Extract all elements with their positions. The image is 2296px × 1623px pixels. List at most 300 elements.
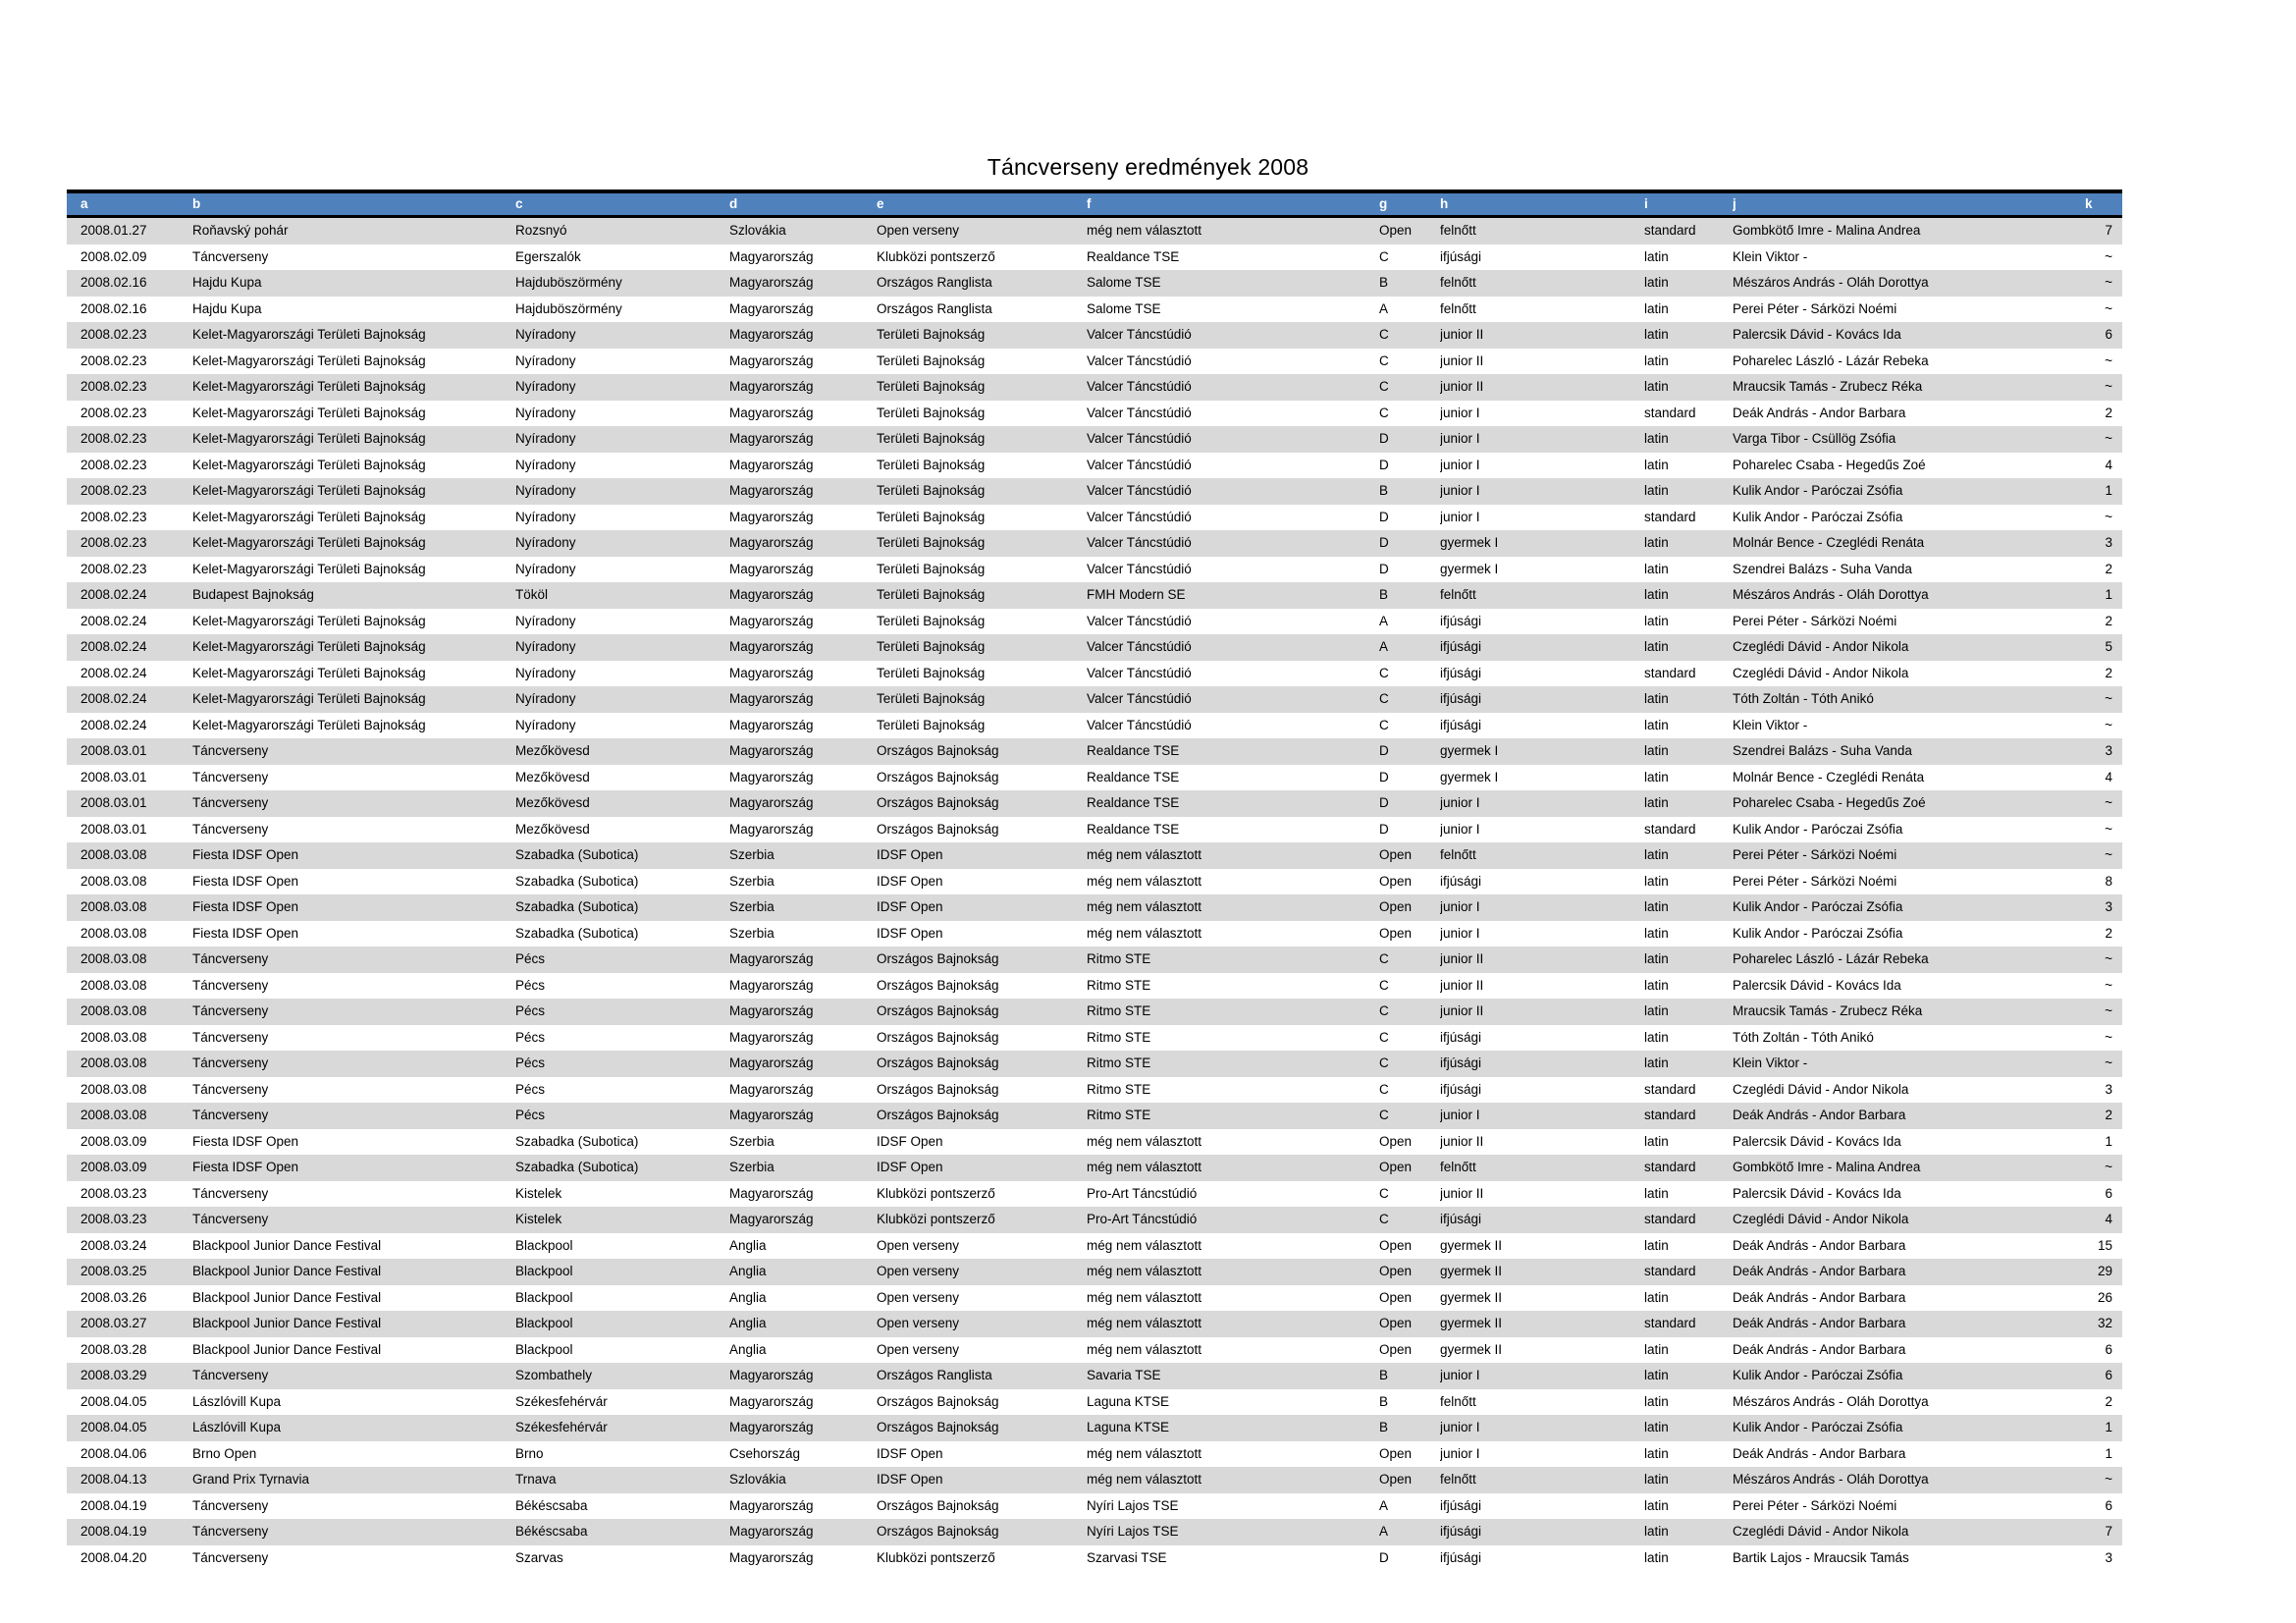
cell-c: Nyíradony [515,717,576,732]
cell-h: ifjúsági [1440,691,1482,706]
table-row [67,790,2122,817]
cell-i: standard [1644,223,1696,238]
cell-c: Hajduböszörmény [515,275,622,290]
cell-b: Kelet-Magyarországi Területi Bajnokság [192,431,426,446]
cell-j: Klein Viktor - [1733,1055,1808,1070]
cell-a: 2008.04.19 [80,1524,147,1539]
cell-a: 2008.03.23 [80,1212,147,1226]
cell-b: Kelet-Magyarországi Területi Bajnokság [192,405,426,420]
cell-j: Perei Péter - Sárközi Noémi [1733,1497,1897,1513]
cell-j: Klein Viktor - [1733,717,1808,732]
cell-j: Poharelec László - Lázár Rebeka [1733,951,1929,966]
table-row [67,453,2122,479]
cell-j: Mészáros András - Oláh Dorottya [1733,1393,1929,1409]
cell-f: Valcer Táncstúdió [1087,431,1192,446]
cell-a: 2008.03.08 [80,1055,147,1070]
table-row [67,1389,2122,1416]
cell-h: junior I [1440,795,1480,810]
cell-a: 2008.03.09 [80,1133,147,1149]
cell-k: ~ [2105,248,2112,264]
cell-d: Magyarország [729,1368,814,1382]
cell-h: gyermek II [1440,1237,1503,1253]
cell-a: 2008.03.08 [80,1029,147,1045]
cell-i: latin [1644,300,1669,316]
cell-k: 1 [2105,1133,2112,1149]
table-row [67,661,2122,687]
cell-d: Anglia [729,1289,767,1305]
cell-j: Varga Tibor - Csüllög Zsófia [1733,431,1896,446]
cell-e: Területi Bajnokság [877,665,986,680]
cell-b: Táncverseny [192,743,269,758]
cell-g: B [1379,1368,1389,1382]
cell-b: Táncverseny [192,1368,269,1382]
cell-e: Területi Bajnokság [877,535,986,550]
cell-a: 2008.02.16 [80,300,147,316]
cell-c: Nyíradony [515,613,576,628]
table-row [67,1207,2122,1233]
table-row [67,349,2122,375]
cell-c: Hajduböszörmény [515,300,622,316]
cell-g: B [1379,483,1389,498]
cell-c: Szabadka (Subotica) [515,1160,639,1174]
cell-d: Magyarország [729,639,814,654]
table-row [67,1129,2122,1156]
cell-c: Nyíradony [515,379,576,394]
cell-j: Mraucsik Tamás - Zrubecz Réka [1733,379,1923,394]
cell-a: 2008.03.08 [80,847,147,862]
cell-b: Táncverseny [192,1055,269,1070]
cell-d: Magyarország [729,795,814,810]
table-row [67,1051,2122,1077]
cell-c: Brno [515,1445,544,1461]
cell-k: 6 [2105,1185,2112,1201]
cell-a: 2008.03.08 [80,977,147,993]
column-header-j: j [1733,196,1736,211]
cell-a: 2008.03.08 [80,1003,147,1018]
cell-j: Poharelec Csaba - Hegedűs Zoé [1733,457,1926,472]
cell-e: Országos Bajnokság [877,1393,999,1409]
cell-k: 2 [2105,405,2112,420]
cell-h: junior I [1440,1445,1480,1461]
cell-e: Országos Bajnokság [877,1003,999,1018]
cell-i: standard [1644,1081,1696,1097]
column-header-a: a [80,196,88,211]
cell-g: Open [1379,1445,1413,1461]
cell-f: Valcer Táncstúdió [1087,717,1192,732]
cell-f: még nem választott [1087,1133,1202,1149]
cell-e: Országos Ranglista [877,1368,992,1382]
cell-d: Szerbia [729,899,774,914]
cell-k: 15 [2097,1237,2112,1253]
cell-i: latin [1644,1341,1669,1357]
cell-c: Székesfehérvár [515,1420,608,1434]
cell-f: Salome TSE [1087,275,1161,290]
cell-i: latin [1644,1445,1669,1461]
table-row [67,686,2122,713]
cell-g: B [1379,587,1389,602]
cell-k: 3 [2105,743,2112,758]
cell-e: Területi Bajnokság [877,483,986,498]
cell-e: Területi Bajnokság [877,352,986,368]
cell-a: 2008.04.20 [80,1549,147,1565]
cell-j: Kulik Andor - Paróczai Zsófia [1733,1420,1903,1434]
table-row [67,1181,2122,1208]
cell-i: latin [1644,1029,1669,1045]
cell-f: Savaria TSE [1087,1368,1161,1382]
cell-f: Realdance TSE [1087,769,1180,784]
cell-b: Blackpool Junior Dance Festival [192,1316,382,1330]
cell-a: 2008.02.24 [80,587,147,602]
page-title: Táncverseny eredmények 2008 [987,154,1309,180]
cell-c: Nyíradony [515,509,576,524]
cell-h: gyermek II [1440,1341,1503,1357]
cell-a: 2008.03.29 [80,1368,147,1382]
cell-j: Czeglédi Dávid - Andor Nikola [1733,1081,1909,1097]
table-row [67,1441,2122,1468]
cell-g: C [1379,691,1389,706]
cell-k: ~ [2105,977,2112,993]
cell-h: junior I [1440,1420,1480,1434]
cell-h: ifjúsági [1440,1029,1482,1045]
cell-i: latin [1644,587,1669,602]
cell-i: latin [1644,613,1669,628]
cell-d: Magyarország [729,405,814,420]
cell-b: Kelet-Magyarországi Területi Bajnokság [192,457,426,472]
cell-g: C [1379,1212,1389,1226]
cell-b: Blackpool Junior Dance Festival [192,1264,382,1278]
cell-i: latin [1644,1133,1669,1149]
cell-f: Valcer Táncstúdió [1087,379,1192,394]
cell-a: 2008.02.09 [80,248,147,264]
cell-f: Valcer Táncstúdió [1087,639,1192,654]
cell-d: Magyarország [729,665,814,680]
cell-f: Valcer Táncstúdió [1087,535,1192,550]
cell-j: Deák András - Andor Barbara [1733,1289,1906,1305]
cell-f: Valcer Táncstúdió [1087,483,1192,498]
cell-b: Kelet-Magyarországi Területi Bajnokság [192,535,426,550]
cell-f: még nem választott [1087,223,1202,238]
cell-g: D [1379,821,1389,837]
cell-j: Mraucsik Tamás - Zrubecz Réka [1733,1003,1923,1018]
cell-e: IDSF Open [877,847,943,862]
cell-f: Laguna KTSE [1087,1420,1170,1434]
cell-c: Békéscsaba [515,1524,588,1539]
cell-b: Kelet-Magyarországi Területi Bajnokság [192,561,426,576]
cell-e: Országos Bajnokság [877,1524,999,1539]
cell-e: Open verseny [877,223,960,238]
cell-h: junior II [1440,1185,1484,1201]
table-row [67,270,2122,297]
cell-g: D [1379,769,1389,784]
cell-h: junior II [1440,327,1484,342]
cell-e: IDSF Open [877,925,943,941]
cell-g: A [1379,613,1389,628]
cell-h: gyermek II [1440,1264,1503,1278]
cell-i: latin [1644,1185,1669,1201]
cell-h: felnőtt [1440,1160,1476,1174]
cell-d: Magyarország [729,379,814,394]
cell-b: Kelet-Magyarországi Területi Bajnokság [192,665,426,680]
cell-c: Nyíradony [515,535,576,550]
cell-g: D [1379,795,1389,810]
cell-f: Ritmo STE [1087,1029,1151,1045]
cell-k: 1 [2105,483,2112,498]
cell-k: 1 [2105,587,2112,602]
cell-g: Open [1379,1289,1413,1305]
cell-b: Kelet-Magyarországi Területi Bajnokság [192,691,426,706]
cell-c: Szabadka (Subotica) [515,873,639,889]
cell-d: Magyarország [729,457,814,472]
table-row [67,1103,2122,1129]
cell-g: C [1379,717,1389,732]
cell-b: Kelet-Magyarországi Területi Bajnokság [192,717,426,732]
cell-e: Open verseny [877,1237,960,1253]
cell-g: Open [1379,223,1413,238]
cell-i: standard [1644,1108,1696,1122]
cell-h: junior I [1440,899,1480,914]
table-row [67,999,2122,1025]
cell-h: gyermek I [1440,535,1499,550]
cell-h: ifjúsági [1440,1549,1482,1565]
cell-d: Magyarország [729,431,814,446]
cell-d: Anglia [729,1341,767,1357]
cell-a: 2008.02.23 [80,379,147,394]
cell-c: Szabadka (Subotica) [515,925,639,941]
cell-c: Pécs [515,1029,546,1045]
cell-g: B [1379,1393,1389,1409]
cell-c: Nyíradony [515,431,576,446]
cell-k: 3 [2105,1549,2112,1565]
cell-d: Anglia [729,1316,767,1330]
cell-b: Blackpool Junior Dance Festival [192,1289,382,1305]
cell-j: Deák András - Andor Barbara [1733,1108,1906,1122]
cell-c: Pécs [515,1003,546,1018]
cell-e: Területi Bajnokság [877,639,986,654]
cell-f: még nem választott [1087,873,1202,889]
table-row [67,609,2122,635]
cell-a: 2008.02.23 [80,327,147,342]
cell-k: ~ [2105,352,2112,368]
cell-b: Táncverseny [192,1212,269,1226]
cell-j: Palercsik Dávid - Kovács Ida [1733,327,1901,342]
cell-c: Nyíradony [515,327,576,342]
cell-d: Szlovákia [729,223,786,238]
cell-g: Open [1379,1160,1413,1174]
cell-i: standard [1644,821,1696,837]
cell-g: Open [1379,1341,1413,1357]
cell-i: latin [1644,1289,1669,1305]
cell-g: C [1379,327,1389,342]
cell-k: 26 [2097,1289,2112,1305]
cell-k: ~ [2105,795,2112,810]
cell-c: Nyíradony [515,457,576,472]
cell-h: ifjúsági [1440,1081,1482,1097]
cell-a: 2008.03.08 [80,873,147,889]
cell-f: Realdance TSE [1087,821,1180,837]
table-row [67,582,2122,609]
cell-j: Kulik Andor - Paróczai Zsófia [1733,821,1903,837]
cell-i: latin [1644,769,1669,784]
results-table [67,189,2122,1571]
cell-i: latin [1644,275,1669,290]
cell-d: Magyarország [729,300,814,316]
cell-h: ifjúsági [1440,1055,1482,1070]
table-row [67,1285,2122,1312]
cell-e: Országos Bajnokság [877,821,999,837]
cell-j: Szendrei Balázs - Suha Vanda [1733,561,1912,576]
cell-f: Ritmo STE [1087,1055,1151,1070]
cell-f: Szarvasi TSE [1087,1549,1167,1565]
cell-d: Magyarország [729,1003,814,1018]
cell-f: FMH Modern SE [1087,587,1186,602]
cell-h: ifjúsági [1440,717,1482,732]
cell-j: Poharelec Csaba - Hegedűs Zoé [1733,795,1926,810]
cell-b: Táncverseny [192,1081,269,1097]
cell-g: D [1379,535,1389,550]
cell-e: Klubközi pontszerző [877,1549,995,1565]
cell-d: Magyarország [729,1420,814,1434]
cell-a: 2008.02.24 [80,639,147,654]
cell-k: ~ [2105,821,2112,837]
cell-h: gyermek II [1440,1289,1503,1305]
table-row [67,1415,2122,1441]
cell-a: 2008.03.01 [80,743,147,758]
cell-f: még nem választott [1087,1160,1202,1174]
cell-d: Magyarország [729,1212,814,1226]
cell-i: latin [1644,1472,1669,1487]
cell-c: Mezőkövesd [515,743,590,758]
cell-g: A [1379,1524,1389,1539]
cell-b: Grand Prix Tyrnavia [192,1472,310,1487]
cell-d: Csehország [729,1445,801,1461]
cell-k: 2 [2105,1108,2112,1122]
cell-k: ~ [2105,847,2112,862]
cell-i: latin [1644,535,1669,550]
cell-c: Rozsnyó [515,223,567,238]
cell-e: Open verseny [877,1341,960,1357]
table-row [67,1467,2122,1493]
cell-h: felnőtt [1440,587,1476,602]
cell-e: Open verseny [877,1264,960,1278]
cell-k: 4 [2105,769,2112,784]
cell-a: 2008.02.24 [80,717,147,732]
cell-h: junior I [1440,1108,1480,1122]
cell-f: Ritmo STE [1087,1081,1151,1097]
cell-e: Országos Ranglista [877,300,992,316]
cell-f: Ritmo STE [1087,951,1151,966]
cell-c: Nyíradony [515,639,576,654]
cell-j: Palercsik Dávid - Kovács Ida [1733,977,1901,993]
cell-d: Magyarország [729,717,814,732]
cell-e: Területi Bajnokság [877,613,986,628]
cell-k: ~ [2105,431,2112,446]
cell-i: standard [1644,509,1696,524]
cell-e: Open verseny [877,1289,960,1305]
cell-b: Kelet-Magyarországi Területi Bajnokság [192,352,426,368]
cell-d: Magyarország [729,535,814,550]
cell-f: még nem választott [1087,1289,1202,1305]
cell-a: 2008.02.16 [80,275,147,290]
cell-e: Területi Bajnokság [877,561,986,576]
table-row [67,505,2122,531]
cell-e: Területi Bajnokság [877,431,986,446]
cell-h: junior I [1440,483,1480,498]
cell-a: 2008.02.23 [80,509,147,524]
cell-f: Valcer Táncstúdió [1087,665,1192,680]
cell-h: felnőtt [1440,300,1476,316]
cell-c: Kistelek [515,1185,562,1201]
cell-i: latin [1644,639,1669,654]
cell-a: 2008.02.23 [80,561,147,576]
cell-k: ~ [2105,379,2112,394]
cell-g: Open [1379,1316,1413,1330]
cell-h: junior II [1440,1003,1484,1018]
cell-c: Pécs [515,1108,546,1122]
table-body [67,218,2122,1571]
cell-e: Klubközi pontszerző [877,1212,995,1226]
cell-b: Roňavský pohár [192,223,289,238]
cell-k: 5 [2105,639,2112,654]
cell-a: 2008.03.25 [80,1264,147,1278]
cell-b: Táncverseny [192,1185,269,1201]
cell-e: Országos Bajnokság [877,977,999,993]
cell-a: 2008.03.08 [80,951,147,966]
cell-k: ~ [2105,275,2112,290]
cell-i: latin [1644,379,1669,394]
cell-e: IDSF Open [877,1445,943,1461]
cell-k: 8 [2105,873,2112,889]
cell-c: Nyíradony [515,561,576,576]
cell-j: Mészáros András - Oláh Dorottya [1733,587,1929,602]
cell-g: A [1379,639,1389,654]
cell-d: Magyarország [729,743,814,758]
cell-j: Kulik Andor - Paróczai Zsófia [1733,899,1903,914]
cell-g: Open [1379,1237,1413,1253]
cell-j: Deák András - Andor Barbara [1733,405,1906,420]
cell-h: gyermek I [1440,769,1499,784]
column-header-k: k [2085,196,2093,211]
column-header-f: f [1087,196,1092,211]
cell-j: Palercsik Dávid - Kovács Ida [1733,1133,1901,1149]
cell-g: C [1379,1003,1389,1018]
cell-b: Kelet-Magyarországi Területi Bajnokság [192,509,426,524]
table-row [67,297,2122,323]
cell-a: 2008.02.24 [80,665,147,680]
cell-d: Magyarország [729,483,814,498]
cell-c: Kistelek [515,1212,562,1226]
cell-a: 2008.04.06 [80,1445,147,1461]
cell-d: Magyarország [729,821,814,837]
table-row [67,947,2122,973]
cell-h: gyermek I [1440,561,1499,576]
cell-a: 2008.03.01 [80,769,147,784]
cell-d: Magyarország [729,769,814,784]
cell-d: Magyarország [729,1524,814,1539]
table-row [67,557,2122,583]
table-row [67,973,2122,1000]
cell-b: Kelet-Magyarországi Területi Bajnokság [192,613,426,628]
cell-h: ifjúsági [1440,1212,1482,1226]
cell-c: Pécs [515,951,546,966]
cell-f: Ritmo STE [1087,977,1151,993]
cell-b: Fiesta IDSF Open [192,873,299,889]
cell-f: Ritmo STE [1087,1108,1151,1122]
cell-c: Mezőkövesd [515,821,590,837]
cell-f: Realdance TSE [1087,743,1180,758]
column-header-i: i [1644,196,1648,211]
cell-j: Deák András - Andor Barbara [1733,1264,1906,1278]
cell-d: Magyarország [729,951,814,966]
